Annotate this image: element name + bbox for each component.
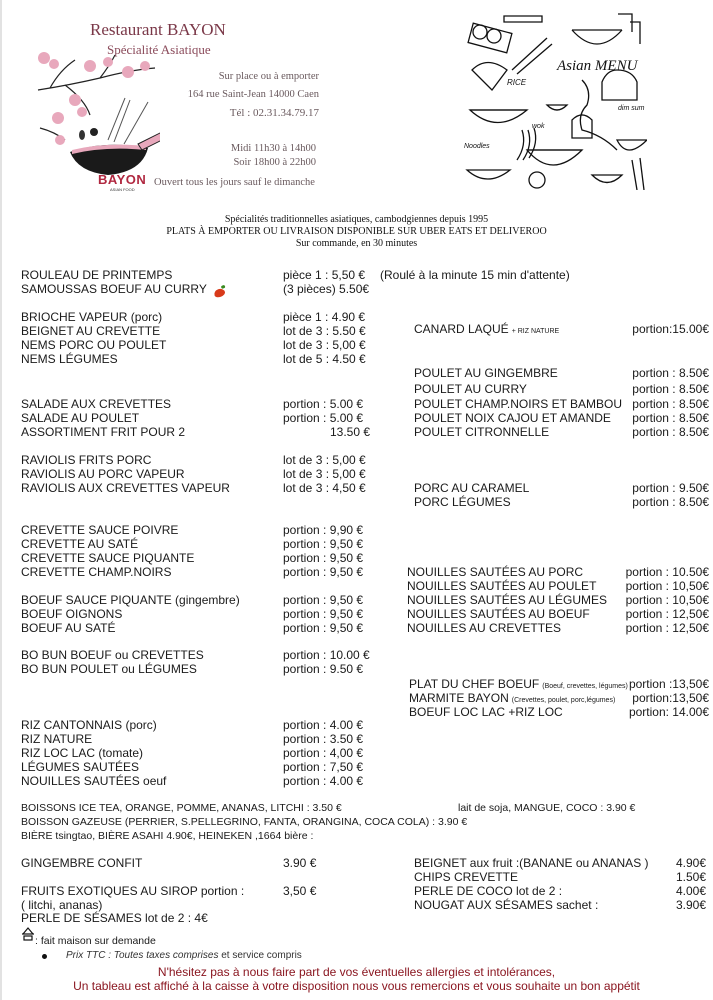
- menu-item-name: LÉGUMES SAUTÉES: [21, 760, 140, 774]
- menu-item-name: [414, 481, 529, 495]
- dessert-name: NOUGAT AUX SÉSAMES sachet :: [414, 898, 599, 912]
- asian-menu-illustration: [462, 10, 647, 190]
- dessert-fruits-name: FRUITS EXOTIQUES AU SIROP portion :: [21, 884, 245, 898]
- menu-item-name: SALADE AU POULET: [21, 411, 140, 425]
- menu-item-name: [414, 366, 558, 380]
- menu-item-name: BO BUN BOEUF ou CREVETTES: [21, 648, 204, 662]
- menu-item-label: POULET AU GINGEMBRE: [414, 366, 558, 380]
- menu-item-price: portion : 8.50€: [632, 425, 709, 439]
- drinks-soy-milk: lait de soja, MANGUE, COCO : 3.90 €: [458, 802, 636, 814]
- menu-item-name: ROULEAU DE PRINTEMPS: [21, 268, 173, 282]
- menu-item-name: BRIOCHE VAPEUR (porc): [21, 310, 163, 324]
- menu-item-price: portion : 3.50 €: [283, 732, 364, 746]
- drinks-soda: BOISSON GAZEUSE (PERRIER, S.PELLEGRINO, FANTA, ORANGINA, COCA COLA) : 3.90 €: [21, 816, 468, 828]
- menu-item-name: SALADE AUX CREVETTES: [21, 397, 172, 411]
- menu-item-extra: (Crevettes, poulet, porc,légumes): [511, 697, 616, 704]
- dessert-price: 3.90€: [675, 898, 706, 912]
- menu-item-name: RIZ LOC LAC (tomate): [21, 746, 144, 760]
- menu-item-price: portion : 8.50€: [632, 382, 709, 396]
- menu-item-label: MARMITE BAYON: [409, 691, 509, 705]
- logo-illustration: [30, 40, 160, 190]
- menu-item-name: RAVIOLIS AUX CREVETTES VAPEUR: [21, 481, 230, 495]
- menu-item-name: BOEUF AU SATÉ: [21, 621, 116, 635]
- menu-item-name: [407, 621, 561, 635]
- menu-item-price: portion : 10,50€: [625, 593, 709, 607]
- menu-item-price: portion : 4.00 €: [283, 718, 364, 732]
- menu-item-label: PLAT DU CHEF BOEUF: [409, 677, 540, 691]
- menu-item-price: portion : 9.50 €: [283, 662, 364, 676]
- dessert-perle-sesames: PERLE DE SÉSAMES lot de 2 : 4€: [21, 911, 208, 925]
- menu-item-name: CREVETTE CHAMP.NOIRS: [21, 565, 172, 579]
- menu-item-label: BOEUF LOC LAC +RIZ LOC: [409, 705, 563, 719]
- dessert-price: 4.00€: [675, 884, 706, 898]
- hours-dinner: Soir 18h00 à 22h00: [233, 157, 316, 168]
- dessert-name: BEIGNET aux fruit :(BANANE ou ANANAS ): [414, 856, 649, 870]
- drinks-beer: BIÈRE tsingtao, BIÈRE ASAHI 4.90€, HEINEKEN ,1664 bière :: [21, 830, 314, 842]
- house-made-icon: [21, 926, 35, 942]
- menu-item-label: NOUILLES SAUTÉES AU PORC: [407, 565, 584, 579]
- menu-item-name: [414, 425, 549, 439]
- menu-item-price: portion : 5.00 €: [283, 397, 364, 411]
- menu-item-price: portion : 9,50 €: [283, 537, 364, 551]
- menu-item-price: portion : 8.50€: [632, 366, 709, 380]
- menu-item-price: pièce 1 : 4.90 €: [283, 310, 366, 324]
- menu-item-name: ASSORTIMENT FRIT POUR 2: [21, 425, 186, 439]
- svg-text:wok: wok: [532, 123, 545, 130]
- menu-item-name: RAVIOLIS AU PORC VAPEUR: [21, 467, 185, 481]
- allergy-note-2: Un tableau est affiché à la caisse à votre disposition nous vous remercions et vous souhaite un bon appétit: [73, 979, 640, 993]
- dessert-price: 4.90€: [675, 856, 706, 870]
- dessert-fruits-price: 3,50 €: [283, 884, 317, 898]
- menu-item-price: portion : 9,50 €: [283, 607, 364, 621]
- dessert-gingembre-price: 3.90 €: [283, 856, 317, 870]
- chili-pepper-icon: [214, 284, 225, 302]
- menu-item-extra: (Boeuf, crevettes, légumes): [542, 683, 628, 690]
- menu-item-price: lot de 3 : 5,00 €: [283, 467, 366, 481]
- menu-item-label: NOUILLES SAUTÉES AU POULET: [407, 579, 597, 593]
- dessert-fruits-detail: ( litchi, ananas): [21, 898, 103, 912]
- menu-item-label: POULET CHAMP.NOIRS ET BAMBOU: [414, 397, 623, 411]
- menu-item-price: portion :13,50€: [628, 677, 709, 691]
- svg-text:dim sum: dim sum: [618, 105, 645, 112]
- menu-item-name: CREVETTE SAUCE POIVRE: [21, 523, 179, 537]
- menu-item-name: [414, 322, 559, 339]
- menu-item-price: pièce 1 : 5,50 €: [283, 268, 366, 282]
- menu-item-name: SAMOUSSAS BOEUF AU CURRY: [21, 282, 207, 296]
- menu-item-name: NEMS LÉGUMES: [21, 352, 118, 366]
- menu-item-price: portion: 14.00€: [628, 705, 709, 719]
- menu-item-price: portion : 9,50 €: [283, 565, 364, 579]
- svg-text:RICE: RICE: [507, 78, 527, 87]
- menu-item-price: lot de 3 : 5,00 €: [283, 453, 366, 467]
- menu-item-price: portion : 10.00 €: [283, 648, 370, 662]
- menu-item-label: NOUILLES SAUTÉES AU BOEUF: [407, 607, 590, 621]
- menu-item-price: portion:15.00€: [632, 322, 709, 336]
- address: 164 rue Saint-Jean 14000 Caen: [187, 89, 319, 100]
- restaurant-name: Restaurant BAYON: [90, 20, 226, 39]
- menu-item-price: portion : 9,50 €: [283, 621, 364, 635]
- hours-lunch: Midi 11h30 à 14h00: [230, 143, 316, 154]
- menu-item-extra: + RIZ NATURE: [511, 328, 560, 335]
- menu-item-note: (Roulé à la minute 15 min d'attente): [380, 268, 570, 282]
- menu-item-price: portion : 4,00 €: [283, 746, 364, 760]
- menu-item-name: BO BUN POULET ou LÉGUMES: [21, 662, 197, 676]
- menu-item-name: [407, 607, 590, 621]
- menu-item-price: 13.50 €: [330, 425, 371, 439]
- menu-item-name: [407, 593, 607, 607]
- menu-item-price: portion : 12,50€: [625, 607, 709, 621]
- dessert-name: PERLE DE COCO lot de 2 :: [414, 884, 563, 898]
- menu-item-price: portion : 5.00 €: [283, 411, 364, 425]
- menu-item-price: lot de 3 : 5.50 €: [283, 324, 366, 338]
- open-days: Ouvert tous les jours sauf le dimanche: [154, 177, 315, 188]
- dessert-price: 1.50€: [675, 870, 706, 884]
- menu-item-label: NOUILLES AU CREVETTES: [407, 621, 562, 635]
- phone[interactable]: Tél : 02.31.34.79.17: [229, 107, 319, 119]
- menu-item-price: portion : 9,90 €: [283, 523, 364, 537]
- menu-item-price: lot de 3 : 4,50 €: [283, 481, 366, 495]
- menu-item-name: CREVETTE AU SATÉ: [21, 537, 139, 551]
- menu-item-name: [407, 565, 583, 579]
- menu-item-name: [407, 579, 596, 593]
- menu-item-label: POULET NOIX CAJOU ET AMANDE: [414, 411, 611, 425]
- menu-item-name: NEMS PORC OU POULET: [21, 338, 167, 352]
- tax-note: [66, 950, 302, 961]
- menu-item-price: portion : 10.50€: [625, 565, 709, 579]
- menu-item-price: portion : 8.50€: [632, 411, 709, 425]
- allergy-note-1: N'hésitez pas à nous faire part de vos éventuelles allergies et intolérances,: [157, 965, 556, 979]
- svg-text:Noodles: Noodles: [464, 143, 490, 150]
- restaurant-specialty: Spécialité Asiatique: [107, 42, 211, 57]
- menu-item-price: portion:13,50€: [632, 691, 709, 705]
- menu-item-name: CREVETTE SAUCE PIQUANTE: [21, 551, 195, 565]
- menu-item-price: portion : 7,50 €: [283, 760, 364, 774]
- menu-item-name: [414, 495, 511, 509]
- menu-item-price: (3 pièces) 5.50€: [283, 282, 370, 296]
- menu-item-price: portion : 10,50€: [625, 579, 709, 593]
- menu-item-price: portion : 12,50€: [625, 621, 709, 635]
- menu-item-price: portion : 4.00 €: [283, 774, 364, 788]
- menu-item-price: portion : 9.50€: [632, 481, 709, 495]
- menu-item-label: PORC AU CARAMEL: [414, 481, 530, 495]
- menu-item-label: PORC LÉGUMES: [414, 495, 511, 509]
- logo-wordmark: BAYON: [98, 172, 147, 187]
- menu-item-label: CANARD LAQUÉ: [414, 322, 509, 336]
- menu-item-name: BOEUF SAUCE PIQUANTE (gingembre): [21, 593, 240, 607]
- menu-item-price: portion : 9,50 €: [283, 593, 364, 607]
- dessert-gingembre-name: GINGEMBRE CONFIT: [21, 856, 143, 870]
- page-edge: [0, 0, 2, 1000]
- menu-item-label: POULET AU CURRY: [414, 382, 527, 396]
- tax-note-italic: Prix TTC : Toutes taxes comprises: [66, 950, 219, 961]
- menu-item-name: [409, 705, 563, 719]
- menu-item-price: portion : 9,50 €: [283, 551, 364, 565]
- menu-item-label: NOUILLES SAUTÉES AU LÉGUMES: [407, 593, 608, 607]
- menu-item-name: BOEUF OIGNONS: [21, 607, 123, 621]
- house-made-note: : fait maison sur demande: [35, 935, 156, 947]
- menu-item-name: [414, 397, 622, 411]
- intro-order-time: Sur commande, en 30 minutes: [295, 238, 418, 249]
- logo-tagline: ASIAN FOOD: [110, 187, 135, 192]
- bullet-icon: [42, 954, 47, 959]
- menu-item-name: RIZ CANTONNAIS (porc): [21, 718, 157, 732]
- menu-item-price: portion : 8.50€: [632, 495, 709, 509]
- tax-note-rest: et service compris: [218, 950, 302, 961]
- menu-item-name: RAVIOLIS FRITS PORC: [21, 453, 152, 467]
- dessert-name: CHIPS CREVETTE: [414, 870, 519, 884]
- menu-item-price: portion : 8.50€: [632, 397, 709, 411]
- illustration-label: Asian MENU: [557, 58, 638, 74]
- service-type: Sur place ou à emporter: [218, 71, 319, 82]
- menu-item-label: POULET CITRONNELLE: [414, 425, 550, 439]
- menu-item-name: [414, 411, 611, 425]
- menu-item-name: BEIGNET AU CREVETTE: [21, 324, 161, 338]
- intro-specialties: Spécialités traditionnelles asiatiques, cambodgiennes depuis 1995: [224, 214, 489, 225]
- menu-item-name: NOUILLES SAUTÉES oeuf: [21, 774, 167, 788]
- menu-item-name: [414, 382, 527, 396]
- drinks-juices: BOISSONS ICE TEA, ORANGE, POMME, ANANAS, LITCHI : 3.50 €: [21, 802, 342, 814]
- menu-item-name: RIZ NATURE: [21, 732, 93, 746]
- menu-item-price: lot de 5 : 4.50 €: [283, 352, 366, 366]
- menu-item-price: lot de 3 : 5,00 €: [283, 338, 366, 352]
- intro-delivery: PLATS À EMPORTER OU LIVRAISON DISPONIBLE SUR UBER EATS ET DELIVEROO: [166, 226, 547, 237]
